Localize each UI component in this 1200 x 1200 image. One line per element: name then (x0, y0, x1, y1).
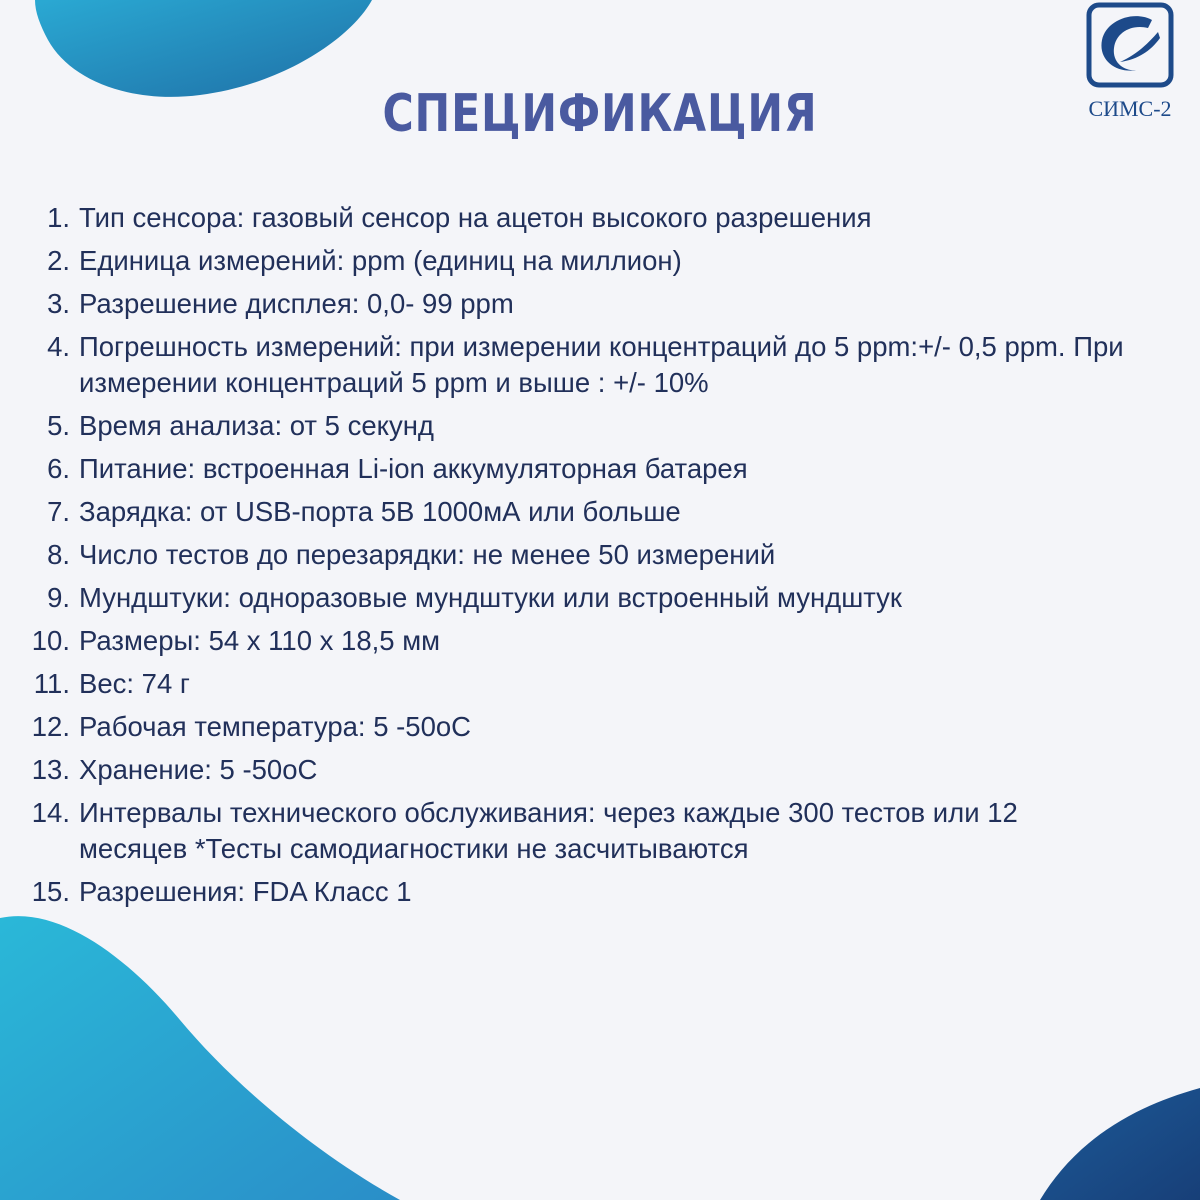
item-text: Единица измерений: ppm (единиц на миллион) (79, 245, 682, 276)
item-number: 13. (31, 754, 70, 785)
list-item (0, 580, 1200, 616)
item-number: 15. (31, 876, 70, 907)
list-item (0, 874, 1200, 910)
bottom-right-blob (1040, 1088, 1200, 1200)
list-item (0, 709, 1200, 745)
list-item (0, 408, 1200, 444)
item-text: Мундштуки: одноразовые мундштуки или встроенный мундштук (79, 582, 902, 613)
item-text: Интервалы технического обслуживания: через каждые 300 тестов или 12 месяцев *Тесты самодиагностики не засчитываются (79, 797, 1018, 864)
item-text: Питание: встроенная Li-ion аккумуляторная батарея (79, 453, 748, 484)
list-item (0, 537, 1200, 573)
list-item (0, 494, 1200, 530)
logo-text: СИМС-2 (1088, 96, 1172, 121)
list-item (0, 200, 1200, 236)
item-number: 5. (47, 410, 70, 441)
item-text: Время анализа: от 5 секунд (79, 410, 434, 441)
item-number: 4. (47, 331, 70, 362)
list-item (0, 329, 1200, 401)
bottom-left-blob (0, 916, 400, 1200)
item-text: Тип сенсора: газовый сенсор на ацетон высокого разрешения (79, 202, 872, 233)
item-number: 10. (31, 625, 70, 656)
item-text: Разрешения: FDA Класс 1 (79, 876, 412, 907)
list-item (0, 795, 1200, 867)
item-number: 9. (47, 582, 70, 613)
page-title: СПЕЦИФИКАЦИЯ (382, 84, 818, 144)
item-number: 2. (47, 245, 70, 276)
item-number: 3. (47, 288, 70, 319)
top-left-blob (35, 0, 372, 97)
item-text: Хранение: 5 -50оС (79, 754, 318, 785)
brand-logo (1080, 0, 1180, 125)
item-text: Вес: 74 г (79, 668, 190, 699)
item-text: Погрешность измерений: при измерении концентраций до 5 ppm:+/- 0,5 ppm. При измерении концентраций 5 ppm и выше : +/- 10% (79, 331, 1124, 398)
list-item (0, 451, 1200, 487)
item-number: 8. (47, 539, 70, 570)
item-number: 1. (47, 202, 70, 233)
list-item (0, 623, 1200, 659)
list-item (0, 243, 1200, 279)
item-number: 14. (31, 797, 70, 828)
list-item (0, 666, 1200, 702)
item-number: 6. (47, 453, 70, 484)
c-swoosh-logo-icon (1086, 2, 1174, 88)
list-item (0, 752, 1200, 788)
item-text: Число тестов до перезарядки: не менее 50 измерений (79, 539, 776, 570)
item-number: 12. (31, 711, 70, 742)
item-number: 11. (33, 668, 70, 699)
item-number: 7. (47, 496, 70, 527)
item-text: Рабочая температура: 5 -50оС (79, 711, 472, 742)
item-text: Размеры: 54 х 110 х 18,5 мм (79, 625, 441, 656)
list-item (0, 286, 1200, 322)
item-text: Зарядка: от USB-порта 5В 1000мА или больше (79, 496, 681, 527)
item-text: Разрешение дисплея: 0,0- 99 ppm (79, 288, 514, 319)
specification-list (0, 200, 1200, 917)
